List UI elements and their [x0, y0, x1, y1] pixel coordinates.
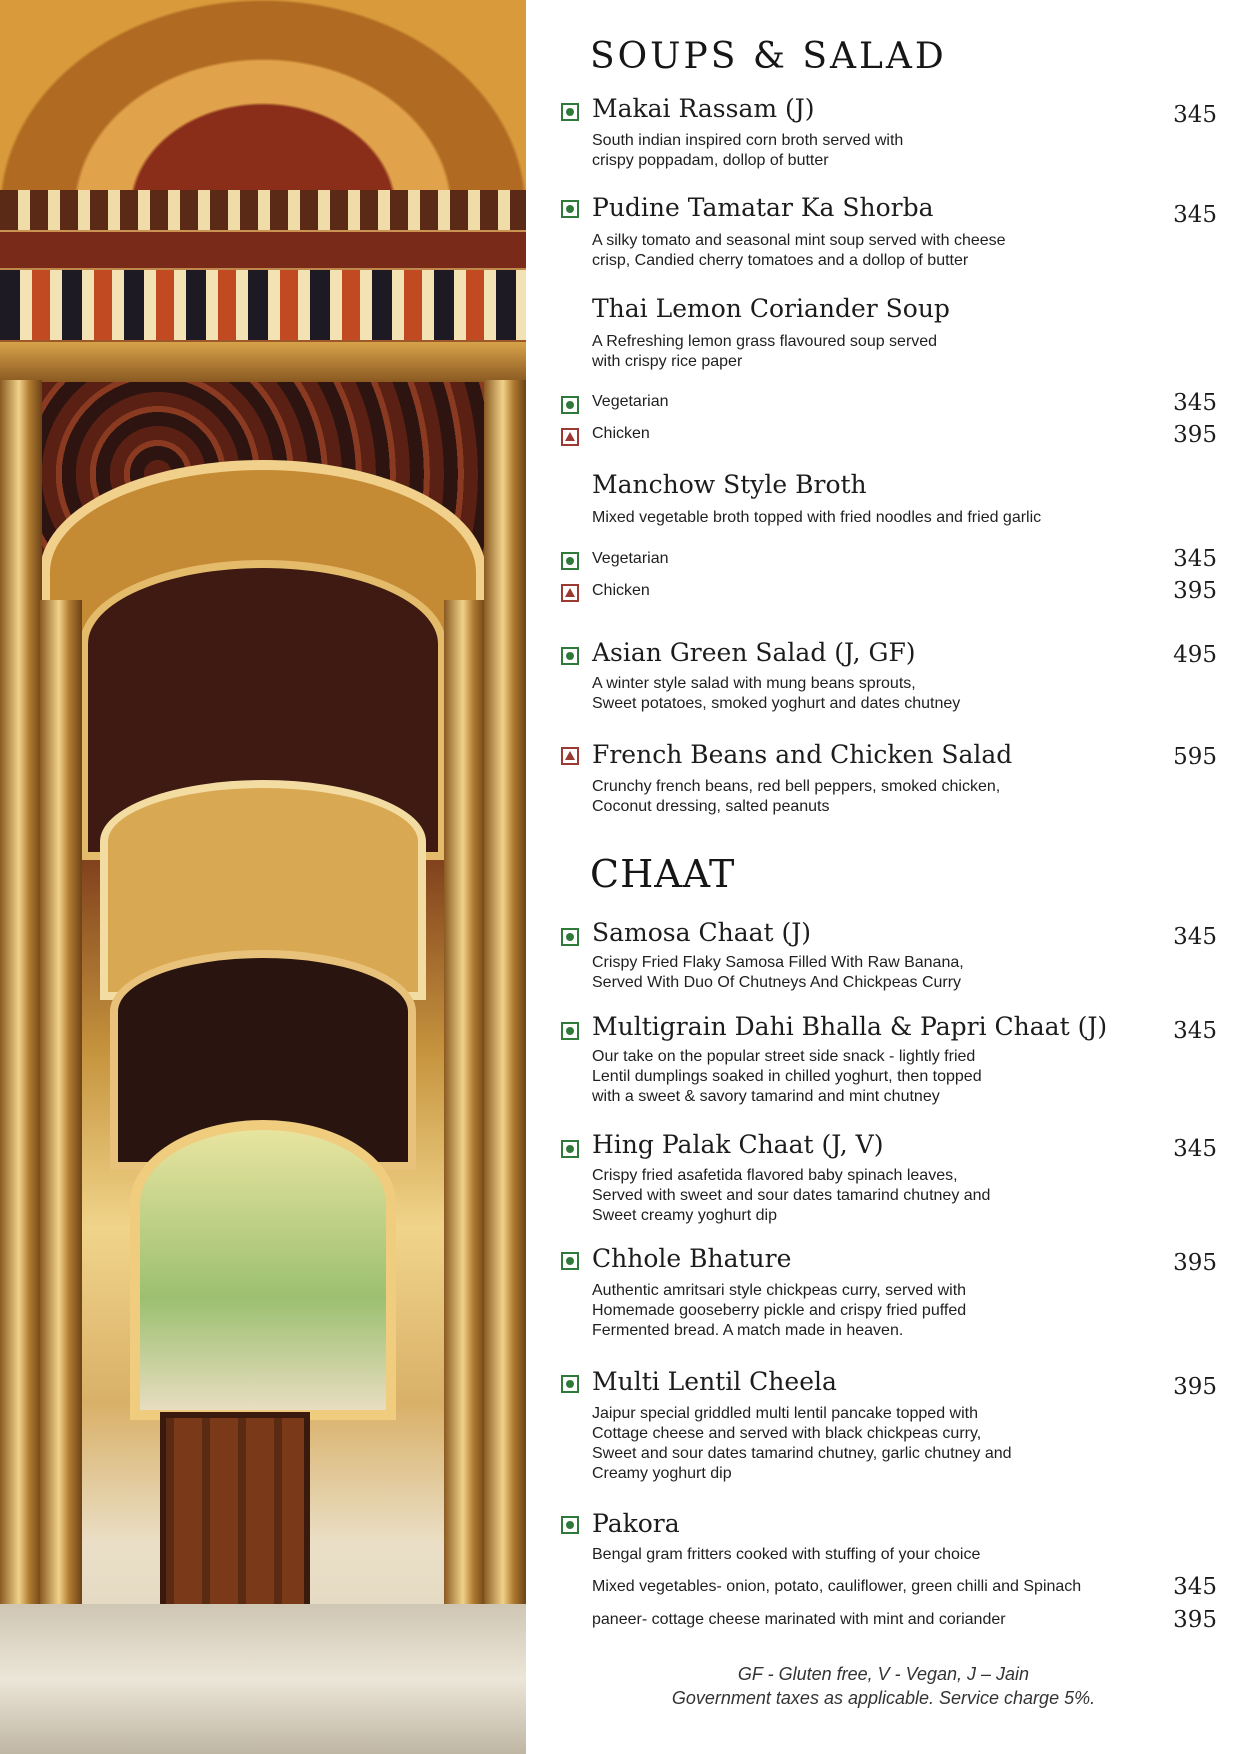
- dish-price: 345: [1173, 102, 1217, 128]
- option-price: 395: [1173, 1607, 1217, 1633]
- dish-description: Bengal gram fritters cooked with stuffing of your choice: [592, 1546, 981, 1563]
- dish-name: Multi Lentil Cheela: [592, 1367, 837, 1396]
- dish-name: Pakora: [592, 1509, 680, 1538]
- veg-icon: [561, 200, 579, 218]
- option-label: Chicken: [592, 425, 650, 442]
- dish-description: Authentic amritsari style chickpeas curry, served with Homemade gooseberry pickle and crispy fried puffed Fermented bread. A match made in heaven.: [592, 1282, 967, 1339]
- dish-description: Our take on the popular street side snack - lightly fried Lentil dumplings soaked in chilled yoghurt, then topped with a sweet & savory tamarind and mint chutney: [592, 1048, 982, 1105]
- dish-price: 345: [1173, 924, 1217, 950]
- veg-icon: [561, 103, 579, 121]
- option-price: 345: [1173, 1574, 1217, 1600]
- veg-icon: [561, 552, 579, 570]
- dish-price: 345: [1173, 1136, 1217, 1162]
- dish-name: French Beans and Chicken Salad: [592, 740, 1013, 769]
- non-veg-icon: [561, 747, 579, 765]
- dietary-legend: GF - Gluten free, V - Vegan, J – Jain: [737, 1664, 1030, 1684]
- option-label: paneer- cottage cheese marinated with mint and coriander: [592, 1611, 1006, 1628]
- dish-name: Makai Rassam (J): [592, 94, 815, 123]
- option-label: Mixed vegetables- onion, potato, cauliflower, green chilli and Spinach: [592, 1578, 1082, 1595]
- menu-page: [526, 0, 1241, 1754]
- veg-icon: [561, 647, 579, 665]
- dish-price: 395: [1173, 1250, 1217, 1276]
- dish-price: 345: [1173, 1018, 1217, 1044]
- dish-name: Hing Palak Chaat (J, V): [592, 1130, 884, 1159]
- non-veg-icon: [561, 428, 579, 446]
- section-title-soups-salad: SOUPS & SALAD: [590, 36, 947, 77]
- option-label: Chicken: [592, 582, 650, 599]
- dish-name: Multigrain Dahi Bhalla & Papri Chaat (J): [592, 1012, 1108, 1041]
- dish-price: 345: [1173, 202, 1217, 228]
- dish-name: Manchow Style Broth: [592, 470, 867, 499]
- tax-note: Government taxes as applicable. Service charge 5%.: [671, 1688, 1096, 1708]
- non-veg-icon: [561, 584, 579, 602]
- option-price: 395: [1173, 578, 1217, 604]
- dish-description: Crunchy french beans, red bell peppers, smoked chicken, Coconut dressing, salted peanuts: [592, 778, 1001, 815]
- dish-description: A winter style salad with mung beans sprouts, Sweet potatoes, smoked yoghurt and dates chutney: [592, 675, 961, 712]
- veg-icon: [561, 1022, 579, 1040]
- veg-icon: [561, 1140, 579, 1158]
- section-title-chaat: CHAAT: [590, 852, 736, 896]
- option-label: Vegetarian: [592, 393, 669, 410]
- dish-description: Crispy fried asafetida flavored baby spinach leaves, Served with sweet and sour dates tamarind chutney and Sweet creamy yoghurt dip: [592, 1167, 991, 1224]
- veg-icon: [561, 1516, 579, 1534]
- veg-icon: [561, 1252, 579, 1270]
- veg-icon: [561, 396, 579, 414]
- dish-price: 395: [1173, 1374, 1217, 1400]
- dish-description: Crispy Fried Flaky Samosa Filled With Raw Banana, Served With Duo Of Chutneys And Chickpeas Curry: [592, 954, 964, 991]
- dish-price: 495: [1173, 642, 1217, 668]
- dish-description: Jaipur special griddled multi lentil pancake topped with Cottage cheese and served with black chickpeas curry, Sweet and sour dates tamarind chutney, garlic chutney and Creamy yoghurt dip: [592, 1405, 1012, 1482]
- decorative-palace-artwork: [0, 0, 526, 1754]
- dish-name: Asian Green Salad (J, GF): [592, 638, 916, 667]
- dish-price: 595: [1173, 744, 1217, 770]
- dish-description: South indian inspired corn broth served with crispy poppadam, dollop of butter: [592, 132, 904, 169]
- dish-description: A Refreshing lemon grass flavoured soup served with crispy rice paper: [592, 333, 938, 370]
- dish-name: Pudine Tamatar Ka Shorba: [592, 193, 934, 222]
- dish-name: Thai Lemon Coriander Soup: [592, 294, 950, 323]
- dish-name: Samosa Chaat (J): [592, 918, 812, 947]
- option-price: 345: [1173, 546, 1217, 572]
- option-label: Vegetarian: [592, 550, 669, 567]
- option-price: 345: [1173, 390, 1217, 416]
- veg-icon: [561, 928, 579, 946]
- dish-description: Mixed vegetable broth topped with fried noodles and fried garlic: [592, 509, 1042, 526]
- option-price: 395: [1173, 422, 1217, 448]
- veg-icon: [561, 1375, 579, 1393]
- dish-name: Chhole Bhature: [592, 1244, 792, 1273]
- dish-description: A silky tomato and seasonal mint soup served with cheese crisp, Candied cherry tomatoes and a dollop of butter: [592, 232, 1006, 269]
